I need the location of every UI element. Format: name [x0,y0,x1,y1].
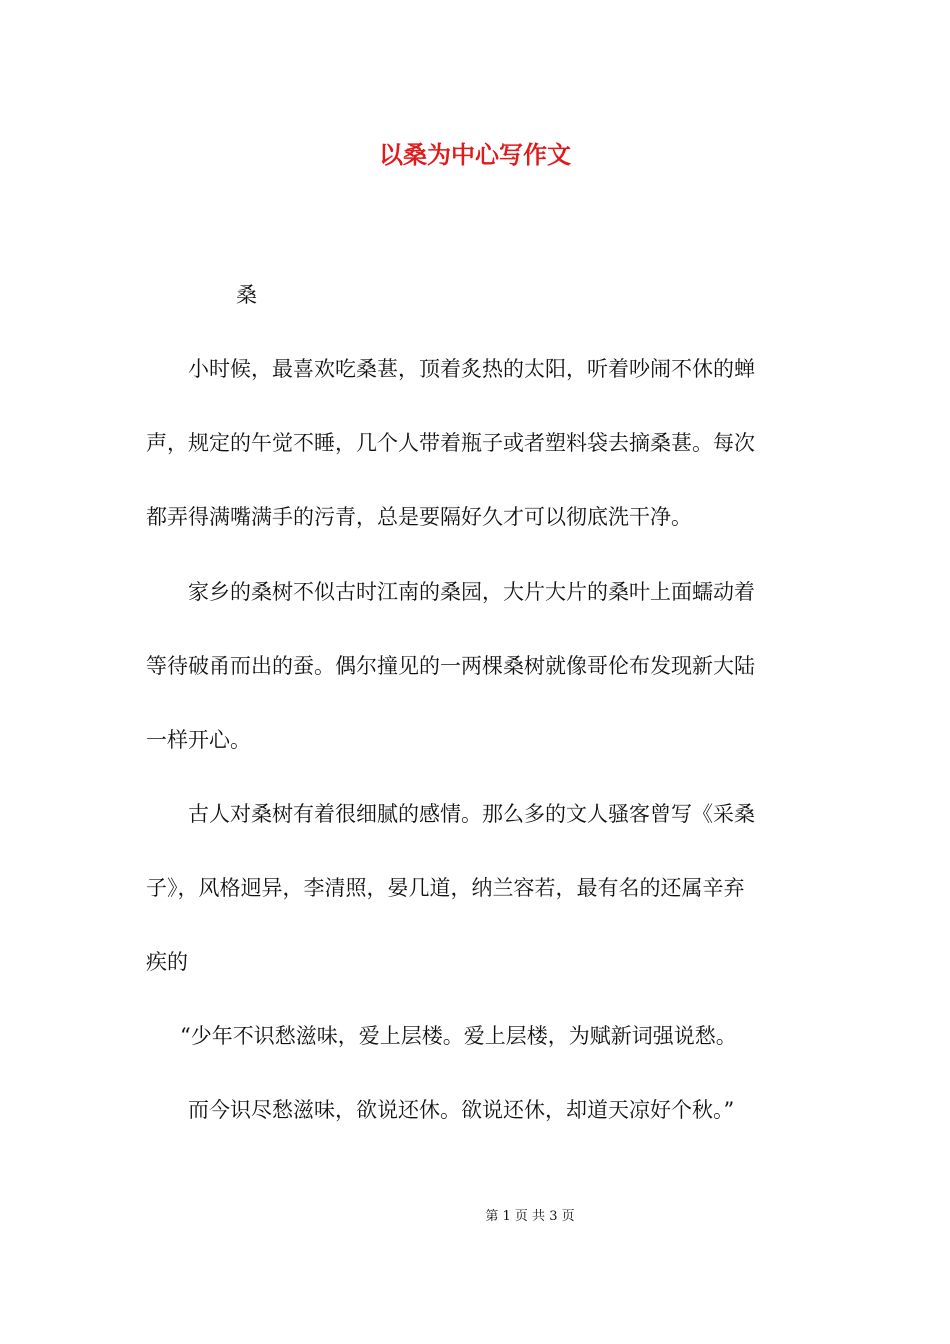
page-footer: 第 1 页 共 3 页 [485,1209,575,1224]
paragraph-line: 疾的 [146,950,188,974]
document-title: 以桑为中心写作文 [379,140,571,169]
paragraph-line: 都弄得满嘴满手的污青，总是要隔好久才可以彻底洗干净。 [146,505,692,529]
paragraph-line: 小时候，最喜欢吃桑葚，顶着炙热的太阳，听着吵闹不休的蝉 [188,357,755,381]
poem-line: “少年不识愁滋味，爱上层楼。爱上层楼，为赋新词强说愁。 [180,1024,737,1048]
section-heading: 桑 [236,283,257,307]
paragraph-line: 子》，风格迥异，李清照，晏几道，纳兰容若，最有名的还属辛弃 [146,876,745,900]
paragraph-line: 一样开心。 [146,728,251,752]
paragraph-line: 家乡的桑树不似古时江南的桑园，大片大片的桑叶上面蠕动着 [188,580,755,604]
paragraph-line: 古人对桑树有着很细腻的感情。那么多的文人骚客曾写《采桑 [188,802,755,826]
paragraph-line: 声，规定的午觉不睡，几个人带着瓶子或者塑料袋去摘桑葚。每次 [146,431,755,455]
poem-line: 而今识尽愁滋味，欲说还休。欲说还休，却道天凉好个秋。” [188,1098,735,1122]
paragraph-line: 等待破甬而出的蚕。偶尔撞见的一两棵桑树就像哥伦布发现新大陆 [146,654,755,678]
